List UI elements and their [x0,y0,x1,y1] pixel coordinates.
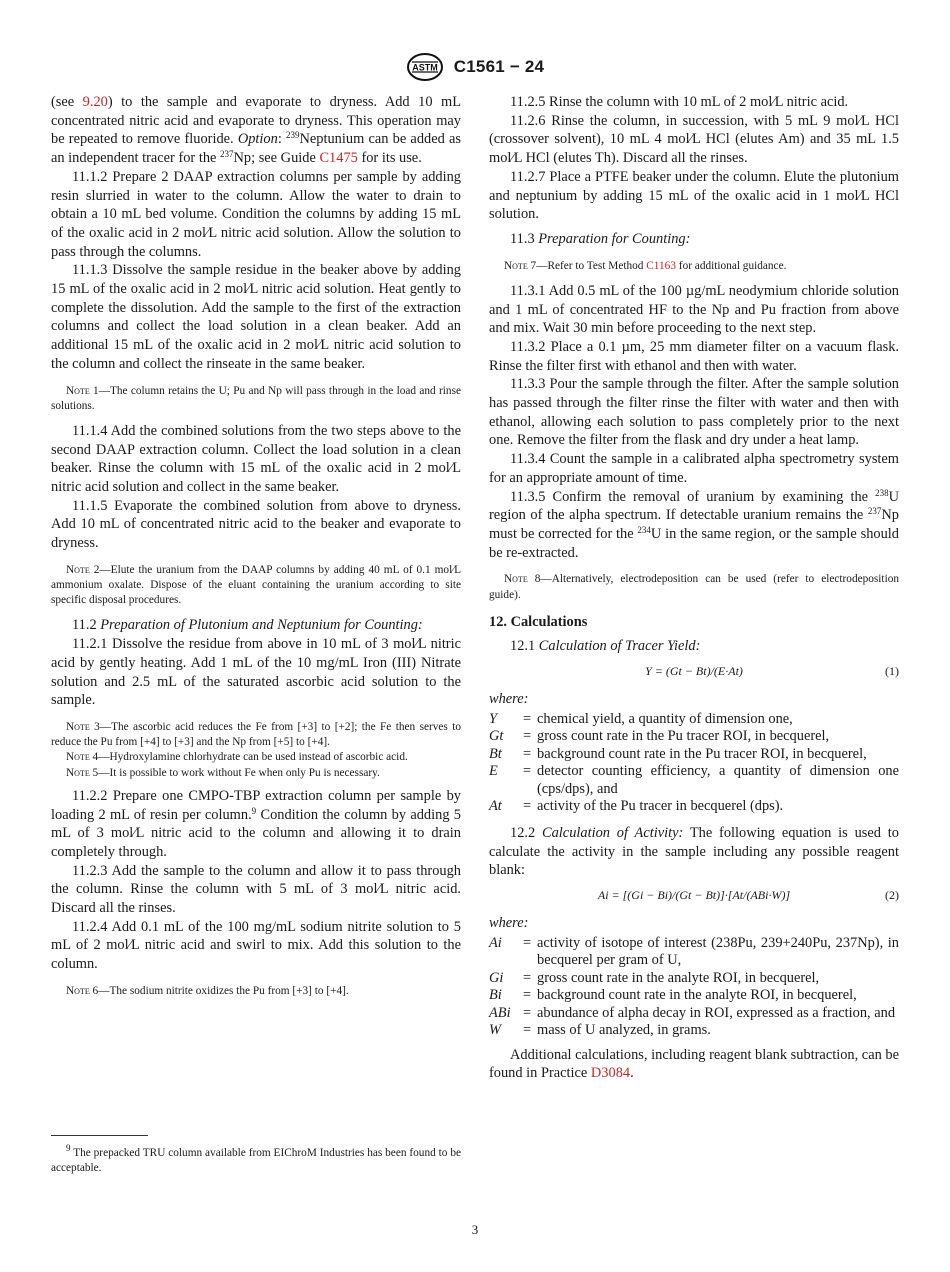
definition-equals: = [522,934,532,951]
definition-sym: Gi [489,969,504,986]
definition-desc: activity of the Pu tracer in becquerel (dps). [537,798,784,815]
definition-sym: Y [489,710,498,727]
paragraph-11-3-4: 11.3.4 Count the sample in a calibrated alpha spectrometry system for an appropriate amount of time. [489,451,899,486]
equation-1 [489,660,899,684]
definition-equals: = [522,798,532,815]
definitions-list-2 [489,935,899,1040]
note-4: Note 4—Hydroxylamine chlorhydrate can be used instead of ascorbic acid. [66,751,408,764]
definition-desc: detector counting efficiency, a quantity of dimension one (cps/dps), and [537,763,899,797]
definition-equals: = [522,987,532,1004]
equation-2-number: (2) [885,888,899,902]
section-11-2-heading: 11.2 Preparation of Plutonium and Neptunium for Counting: [72,617,423,634]
paragraph-11-3-3: 11.3.3 Pour the sample through the filter. After the sample solution has passed through the filter rinse the filter with water and then with ethanol, allowing each solution to pass completely prior to the next one. Remove the filter from the flask and dry under a heat lamp. [489,376,899,449]
equation-2-body: Ai = [(Gi − Bi)/(Gt − Bt)]·[At/(ABi·W)] [597,888,791,902]
left-column [51,93,461,1007]
paragraph-11-1-4: 11.1.4 Add the combined solutions from the two steps above to the second DAAP extraction column. Collect the load solution in a clean beaker. Rinse the column with 15 mL of the oxalic acid in 2 mol⁄L nitric acid solution and collect in the same beaker. [51,422,461,496]
where-label-1: where: [489,691,529,708]
definition-desc: gross count rate in the analyte ROI, in becquerel, [537,969,820,986]
section-12-heading: 12. Calculations [489,613,588,630]
definition-desc: activity of isotope of interest (238Pu, 239+240Pu, 237Np), in becquerel per gram of U, [537,934,899,969]
definition-sym: ABi [489,1004,511,1021]
definition-sym: E [489,763,498,780]
definition-desc: background count rate in the analyte ROI, in becquerel, [537,987,857,1004]
paragraph-11-2-1: 11.2.1 Dissolve the residue from above in 10 mL of 3 mol⁄L nitric acid by gently heating. Add 1 mL of the 10 mg/mL Iron (III) Nitrate solution and 2.5 mL of the saturated ascorbic acid solution to the sample. [51,636,461,709]
section-12-1-heading: 12.1 Calculation of Tracer Yield: [510,638,701,655]
paragraph-additional-calculations: Additional calculations, including reagent blank subtraction, can be found in Practice D3084. [489,1046,899,1082]
note-8: Note 8—Alternatively, electrodeposition can be used (refer to electrodeposition guide). [489,573,900,601]
definition-equals: = [522,763,532,780]
link-d3084[interactable]: D3084 [590,1065,631,1082]
footnote-9: $^9$ The prepacked TRU column available from EIChroM Industries has been found to be acceptable. [51,1143,461,1174]
equation-1-body: Y = (Gt − Bt)/(E·At) [645,664,743,679]
link-c1475[interactable]: C1475 [319,150,358,167]
link-9-20[interactable]: 9.20 [82,94,108,110]
note-5: Note 5—It is possible to work without Fe when only Pu is necessary. [66,766,380,779]
page-number: 3 [471,1222,479,1237]
definition-sym: Ai [489,934,502,951]
definition-desc: mass of U analyzed, in grams. [537,1022,711,1039]
section-12-2: 12.2 Calculation of Activity: The following equation is used to calculate the activity in the sample including any possible reagent blank: [489,824,899,879]
definition-equals: = [522,745,532,762]
equation-1-number: (1) [885,664,899,679]
footnote-ref-9[interactable]: 9 [251,805,257,816]
paragraph-11-2-6: 11.2.6 Rinse the column, in succession, with 5 mL 9 mol⁄L HCl (crossover solvent), 10 mL 4 mol⁄L HCl (elutes Am) and 35 mL 1.5 mol⁄L HCl (elutes Th). Discard all the rinses. [489,112,899,167]
note-3: Note 3—The ascorbic acid reduces the Fe from [+3] to [+2]; the Fe then serves to reduce the Pu from [+4] to [+3] and the Np from [+5] to [+4]. [51,721,462,749]
definition-desc: background count rate in the Pu tracer ROI, in becquerel, [537,745,867,762]
paragraph-11-1-2: 11.1.2 Prepare 2 DAAP extraction columns per sample by adding resin slurried in water to the column. Allow the water to drain to obtain a 10 mL bed volume. Condition the columns by adding 15 mL of the oxalic acid in 2 mol⁄L nitric acid solution. Allow the solution to pass through the columns. [51,168,461,260]
svg-text:ASTM: ASTM [412,62,438,73]
paragraph-11-3-1: 11.3.1 Add 0.5 mL of the 100 µg/mL neodymium chloride solution and 1 mL of concentrated HF to the Np and Pu fraction from above and mix. Wait 30 min before proceeding to the next step. [489,282,899,337]
note-7: Note 7—Refer to Test Method C1163 for additional guidance. [504,259,787,272]
astm-logo-icon [406,52,444,82]
paragraph-11-1-5: 11.1.5 Evaporate the combined solution from above to dryness. Add 10 mL of concentrated nitric acid to the beaker and evaporate to dryness. [51,497,461,552]
definition-equals: = [522,728,532,745]
where-label-2: where: [489,915,529,931]
definition-sym: Bt [489,745,502,762]
definition-sym: At [489,798,502,815]
paragraph-11-2-5: 11.2.5 Rinse the column with 10 mL of 2 mol⁄L nitric acid. [510,94,849,110]
definition-equals: = [522,1004,532,1021]
paragraph-11-3-5: 11.3.5 Confirm the removal of uranium by examining the $^{238}$U region of the alpha spectrum. If detectable uranium remains the $^{237}$Np must be corrected for the $^{234}$U in the same region, or the sample should be re-extracted. [489,487,899,561]
paragraph-11-2-7: 11.2.7 Place a PTFE beaker under the column. Elute the plutonium and neptunium by adding 15 mL of the oxalic acid in 1 mol⁄L HCl solution. [489,168,899,223]
page-header [0,52,950,82]
definition-desc: chemical yield, a quantity of dimension one, [537,710,793,727]
definition-equals: = [522,969,532,986]
note-6: Note 6—The sodium nitrite oxidizes the Pu from [+3] to [+4]. [66,984,349,997]
paragraph-continuation: (see 9.20) to the sample and evaporate to dryness. Add 10 mL concentrated nitric acid and evaporate to dryness. This operation may be repeated to remove fluoride. Option: $^{239}$Neptunium can be added as an independent tracer for the $^{237}$Np; see Guide C1475 for its use. [51,94,461,167]
note-1: Note 1—The column retains the U; Pu and Np will pass through in the load and rinse solutions. [51,384,461,412]
definition-equals: = [522,1022,532,1039]
definition-sym: W [489,1022,501,1039]
footnote-divider [51,1135,148,1136]
definition-sym: Gt [489,728,504,745]
definition-desc: gross count rate in the Pu tracer ROI, in becquerel, [537,728,830,745]
document-code: C1561 − 24 [453,57,545,76]
paragraph-11-2-4: 11.2.4 Add 0.1 mL of the 100 mg/mL sodium nitrite solution to 5 mL of 2 mol⁄L nitric acid and swirl to mix. Add this solution to the column. [51,918,461,973]
section-11-3-heading: 11.3 Preparation for Counting: [510,230,691,247]
link-c1163[interactable]: C1163 [646,259,676,272]
note-2: Note 2—Elute the uranium from the DAAP columns by adding 40 mL of 0.1 mol⁄L ammonium oxalate. Dispose of the eluant containing the uranium according to site specific disposal procedures. [51,563,461,607]
right-column [489,93,899,1083]
paragraph-11-1-3: 11.1.3 Dissolve the sample residue in the beaker above by adding 15 mL of the oxalic acid in 2 mol⁄L nitric acid solution. Heat gently to complete the dissolution. Add the sample to the first of the extraction columns and collect the load solution in a clean beaker. Add an additional 15 mL of the oxalic acid in 2 mol⁄L nitric acid solution to the column and collect the rinseate in the same beaker. [51,262,461,372]
paragraph-11-2-2: 11.2.2 Prepare one CMPO-TBP extraction column per sample by loading 2 mL of resin per column.$^9$ Condition the column by adding 5 mL of 3 mol⁄L nitric acid to the column and allowing it to drain completely through. [51,787,461,860]
definition-sym: Bi [489,987,502,1004]
paragraph-11-3-2: 11.3.2 Place a 0.1 µm, 25 mm diameter filter on a vacuum flask. Rinse the filter first with ethanol and then with water. [489,338,899,374]
definitions-list-1 [489,711,899,816]
definition-equals: = [522,710,532,727]
equation-2 [489,884,899,908]
definition-desc: abundance of alpha decay in ROI, expressed as a fraction, and [537,1004,896,1021]
paragraph-11-2-3: 11.2.3 Add the sample to the column and allow it to pass through the column. Rinse the column with 5 mL of 3 mol⁄L nitric acid. Discard all the rinses. [51,862,461,917]
